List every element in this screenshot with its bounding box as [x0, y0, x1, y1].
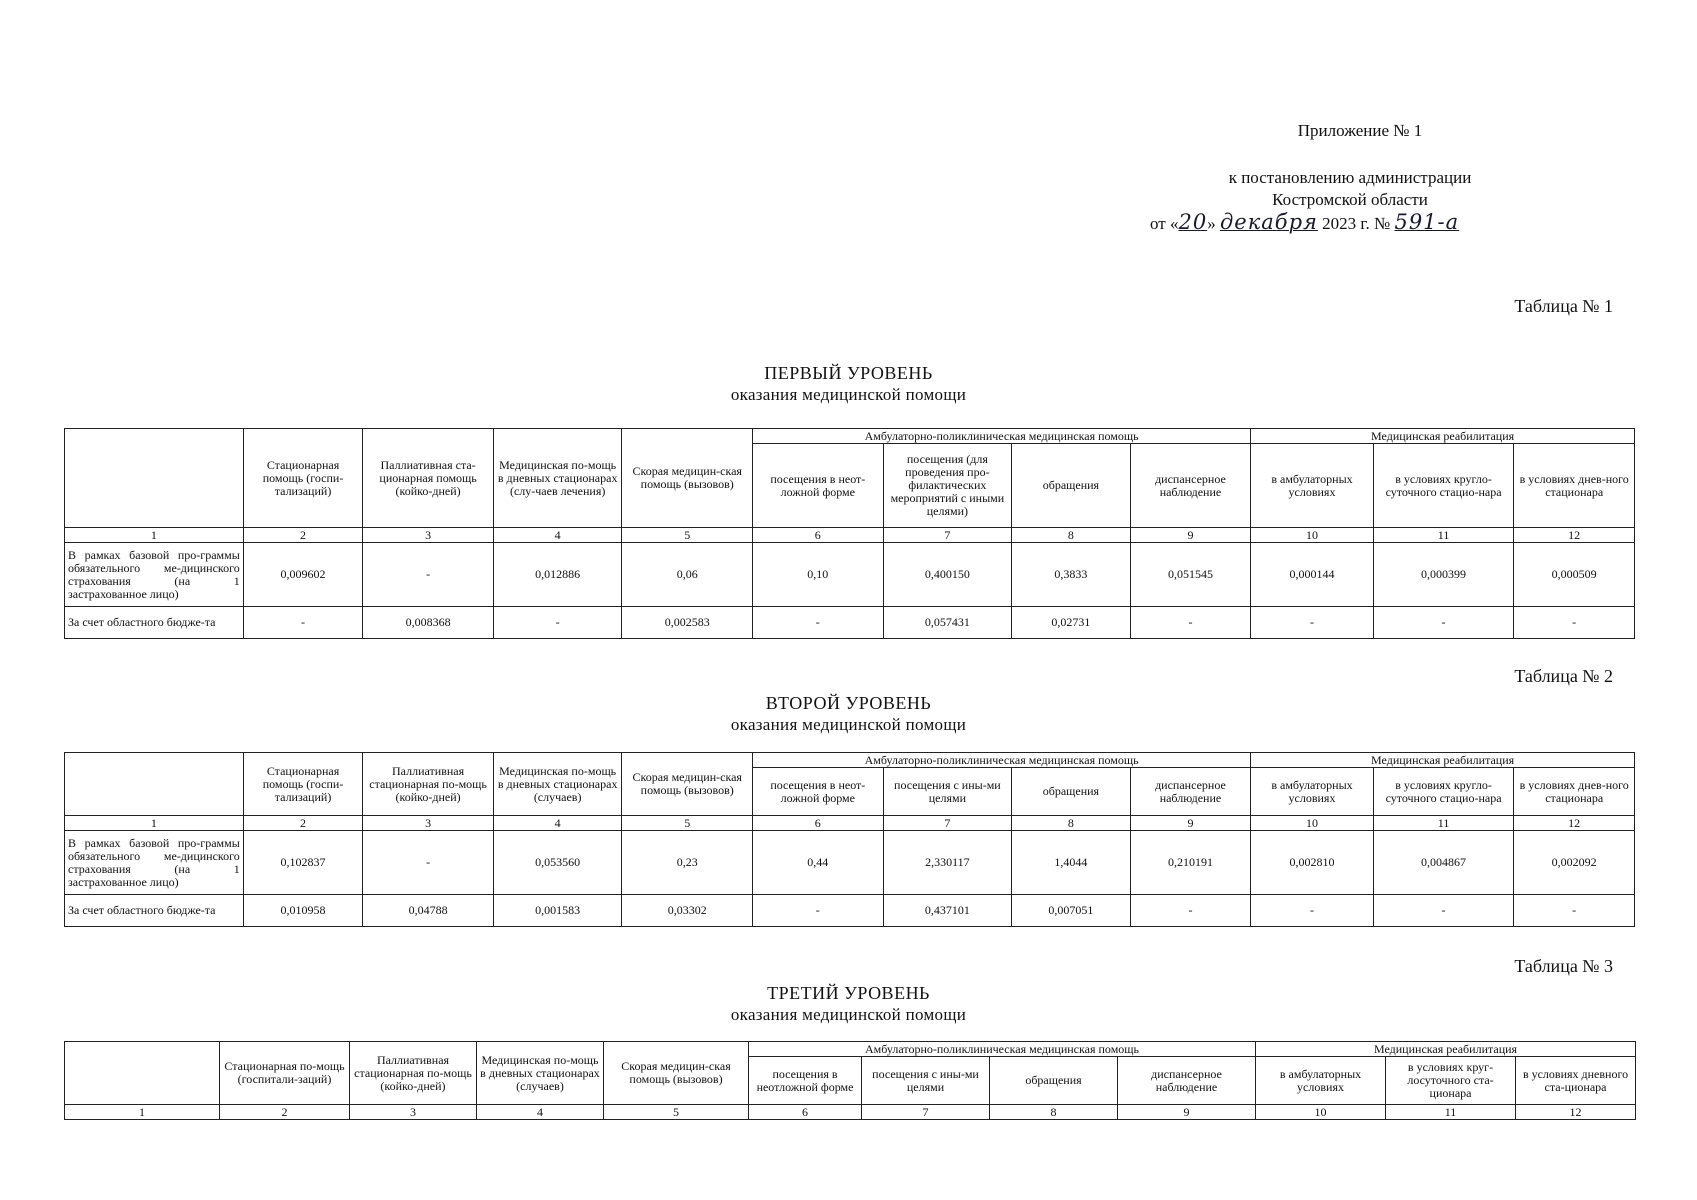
header-cell: посещения в неот-ложной форме — [753, 768, 884, 816]
header-cell — [65, 429, 244, 528]
header-cell: Стационарная помощь (госпи-тализаций) — [243, 429, 363, 528]
date-month-handwritten: декабря — [1219, 210, 1318, 234]
column-number: 1 — [65, 1105, 220, 1120]
column-number: 3 — [350, 1105, 477, 1120]
table-cell: - — [363, 543, 494, 607]
column-number: 5 — [622, 816, 753, 831]
table-cell: - — [753, 607, 884, 639]
column-number: 9 — [1130, 816, 1251, 831]
table-cell: 0,10 — [753, 543, 884, 607]
column-number: 6 — [753, 816, 884, 831]
group-header-ambulatory: Амбулаторно-поликлиническая медицинская помощь — [749, 1042, 1256, 1057]
table-cell: 0,23 — [622, 831, 753, 895]
header-cell: посещения (для проведения про-филактических мероприятий с иными целями) — [883, 444, 1012, 528]
table-3-heading — [0, 982, 1697, 1025]
table-cell: 0,053560 — [493, 831, 622, 895]
table-1-title: ПЕРВЫЙ УРОВЕНЬ — [764, 363, 933, 383]
header-cell: в условиях дневного ста-ционара — [1516, 1057, 1636, 1105]
column-number: 10 — [1251, 528, 1374, 543]
table-cell: 0,057431 — [883, 607, 1012, 639]
header-cell: посещения с ины-ми целями — [883, 768, 1012, 816]
column-number: 2 — [220, 1105, 350, 1120]
table-cell: 0,004867 — [1373, 831, 1514, 895]
row-label: В рамках базовой про-граммы обязательного ме-дицинского страхования (на 1 застрахованное лицо) — [65, 543, 244, 607]
header-cell: обращения — [990, 1057, 1118, 1105]
table-cell: 0,002092 — [1514, 831, 1635, 895]
column-number: 3 — [363, 528, 494, 543]
table-1-heading — [0, 362, 1697, 405]
column-number: 2 — [243, 816, 363, 831]
column-number: 9 — [1130, 528, 1251, 543]
column-number: 6 — [753, 528, 884, 543]
table-cell: 0,002810 — [1251, 831, 1374, 895]
table-row — [65, 607, 1635, 639]
table-cell: 1,4044 — [1012, 831, 1131, 895]
table-cell: 0,3833 — [1012, 543, 1131, 607]
table-cell: 0,437101 — [883, 895, 1012, 927]
header-cell: диспансерное наблюдение — [1130, 768, 1251, 816]
resolution-number-handwritten: 591-а — [1394, 210, 1460, 234]
column-number: 6 — [749, 1105, 862, 1120]
table-cell: 0,002583 — [622, 607, 753, 639]
table-cell: 0,000144 — [1251, 543, 1374, 607]
table-cell: - — [753, 895, 884, 927]
header-cell: в условиях кругло-суточного стацио-нара — [1373, 768, 1514, 816]
table-3-title: ТРЕТИЙ УРОВЕНЬ — [767, 983, 930, 1003]
header-cell: Скорая медицин-ская помощь (вызовов) — [622, 429, 753, 528]
table-cell: 0,44 — [753, 831, 884, 895]
table-cell: - — [1130, 895, 1251, 927]
table-3 — [64, 1041, 1636, 1120]
header-cell: в амбулаторных условиях — [1256, 1057, 1386, 1105]
header-cell: в условиях днев-ного стационара — [1514, 768, 1635, 816]
table-row — [65, 831, 1635, 895]
table-cell: 0,012886 — [493, 543, 622, 607]
group-header-rehab: Медицинская реабилитация — [1256, 1042, 1636, 1057]
table-row — [65, 543, 1635, 607]
column-number: 8 — [1012, 528, 1131, 543]
table-cell: 0,008368 — [363, 607, 494, 639]
header-cell — [65, 1042, 220, 1105]
row-label: За счет областного бюдже-та — [65, 895, 244, 927]
row-label: В рамках базовой про-граммы обязательного ме-дицинского страхования (на 1 застрахованное лицо) — [65, 831, 244, 895]
column-number: 4 — [493, 816, 622, 831]
header-cell: Медицинская по-мощь в дневных стационарах (случаев) — [477, 1042, 604, 1105]
table-3-label: Таблица № 3 — [1514, 956, 1613, 976]
table-cell: 0,000399 — [1373, 543, 1514, 607]
table-1-subtitle: оказания медицинской помощи — [730, 385, 967, 404]
table-cell: 2,330117 — [883, 831, 1012, 895]
table-cell: 0,007051 — [1012, 895, 1131, 927]
header-cell: Скорая медицин-ская помощь (вызовов) — [622, 753, 753, 816]
header-cell: Стационарная по-мощь (госпитали-заций) — [220, 1042, 350, 1105]
resolution-line-2: Костромской области — [1272, 190, 1428, 209]
table-cell: 0,04788 — [363, 895, 494, 927]
column-number: 7 — [883, 816, 1012, 831]
column-number: 11 — [1373, 816, 1514, 831]
column-number: 7 — [862, 1105, 990, 1120]
table-cell: - — [243, 607, 363, 639]
table-cell: 0,03302 — [622, 895, 753, 927]
column-number: 3 — [363, 816, 494, 831]
date-mid: » — [1207, 214, 1220, 233]
column-number: 12 — [1514, 528, 1635, 543]
table-cell: 0,210191 — [1130, 831, 1251, 895]
column-number: 1 — [65, 816, 244, 831]
header-cell: диспансерное наблюдение — [1130, 444, 1251, 528]
table-2-label: Таблица № 2 — [1514, 666, 1613, 686]
header-cell: Стационарная помощь (госпи-тализаций) — [243, 753, 363, 816]
table-1-label: Таблица № 1 — [1514, 296, 1613, 316]
table-row — [65, 895, 1635, 927]
table-cell: 0,02731 — [1012, 607, 1131, 639]
header-cell: обращения — [1012, 444, 1131, 528]
table-cell: - — [363, 831, 494, 895]
column-number: 1 — [65, 528, 244, 543]
header-cell: Медицинская по-мощь в дневных стационарах (слу-чаев лечения) — [493, 429, 622, 528]
table-2-subtitle: оказания медицинской помощи — [730, 715, 967, 734]
column-number: 2 — [243, 528, 363, 543]
date-prefix: от « — [1150, 214, 1179, 233]
column-number: 10 — [1251, 816, 1374, 831]
column-number: 8 — [1012, 816, 1131, 831]
group-header-ambulatory: Амбулаторно-поликлиническая медицинская помощь — [753, 753, 1251, 768]
table-cell: - — [1130, 607, 1251, 639]
table-cell: 0,06 — [622, 543, 753, 607]
header-cell: посещения с ины-ми целями — [862, 1057, 990, 1105]
table-cell: 0,010958 — [243, 895, 363, 927]
column-number: 10 — [1256, 1105, 1386, 1120]
header-cell: в условиях кругло-суточного стацио-нара — [1373, 444, 1514, 528]
header-cell: Паллиативная стационарная по-мощь (койко-дней) — [350, 1042, 477, 1105]
header-cell: Скорая медицин-ская помощь (вызовов) — [604, 1042, 749, 1105]
header-cell: в амбулаторных условиях — [1251, 444, 1374, 528]
table-cell: 0,001583 — [493, 895, 622, 927]
column-number: 11 — [1373, 528, 1514, 543]
date-year: 2023 г. № — [1317, 214, 1395, 233]
row-label: За счет областного бюдже-та — [65, 607, 244, 639]
column-number: 9 — [1118, 1105, 1256, 1120]
header-cell: Паллиативная стационарная по-мощь (койко-дней) — [363, 753, 494, 816]
resolution-date — [1150, 211, 1620, 235]
column-number: 7 — [883, 528, 1012, 543]
date-day-handwritten: 20 — [1178, 210, 1208, 234]
table-cell: 0,009602 — [243, 543, 363, 607]
column-numbers-row — [65, 528, 1635, 543]
table-2-heading — [0, 692, 1697, 735]
column-number: 11 — [1386, 1105, 1516, 1120]
table-cell: - — [1373, 895, 1514, 927]
header-cell: Паллиативная ста-ционарная помощь (койко-дней) — [363, 429, 494, 528]
column-number: 5 — [622, 528, 753, 543]
table-cell: - — [1514, 607, 1635, 639]
table-cell: - — [1251, 895, 1374, 927]
header-cell: Медицинская по-мощь в дневных стационарах (случаев) — [493, 753, 622, 816]
table-cell: - — [493, 607, 622, 639]
table-cell: 0,102837 — [243, 831, 363, 895]
column-number: 4 — [477, 1105, 604, 1120]
column-numbers-row — [65, 1105, 1636, 1120]
table-cell: - — [1514, 895, 1635, 927]
column-numbers-row — [65, 816, 1635, 831]
header-cell: посещения в неотложной форме — [749, 1057, 862, 1105]
table-1 — [64, 428, 1635, 639]
header-cell — [65, 753, 244, 816]
table-2-title: ВТОРОЙ УРОВЕНЬ — [765, 693, 932, 713]
column-number: 12 — [1514, 816, 1635, 831]
header-cell: диспансерное наблюдение — [1118, 1057, 1256, 1105]
header-cell: в условиях круг-лосуточного ста-ционара — [1386, 1057, 1516, 1105]
column-number: 4 — [493, 528, 622, 543]
appendix-title: Приложение № 1 — [1297, 121, 1423, 140]
table-cell: - — [1373, 607, 1514, 639]
header-cell: в условиях днев-ного стационара — [1514, 444, 1635, 528]
column-number: 12 — [1516, 1105, 1636, 1120]
table-cell: 0,400150 — [883, 543, 1012, 607]
group-header-ambulatory: Амбулаторно-поликлиническая медицинская помощь — [753, 429, 1251, 444]
column-number: 8 — [990, 1105, 1118, 1120]
table-cell: - — [1251, 607, 1374, 639]
table-cell: 0,051545 — [1130, 543, 1251, 607]
group-header-rehab: Медицинская реабилитация — [1251, 753, 1635, 768]
table-cell: 0,000509 — [1514, 543, 1635, 607]
header-cell: обращения — [1012, 768, 1131, 816]
resolution-line-1: к постановлению администрации — [1228, 168, 1472, 187]
table-3-subtitle: оказания медицинской помощи — [730, 1005, 967, 1024]
header-cell: в амбулаторных условиях — [1251, 768, 1374, 816]
column-number: 5 — [604, 1105, 749, 1120]
table-2 — [64, 752, 1635, 927]
group-header-rehab: Медицинская реабилитация — [1251, 429, 1635, 444]
header-cell: посещения в неот-ложной форме — [753, 444, 884, 528]
